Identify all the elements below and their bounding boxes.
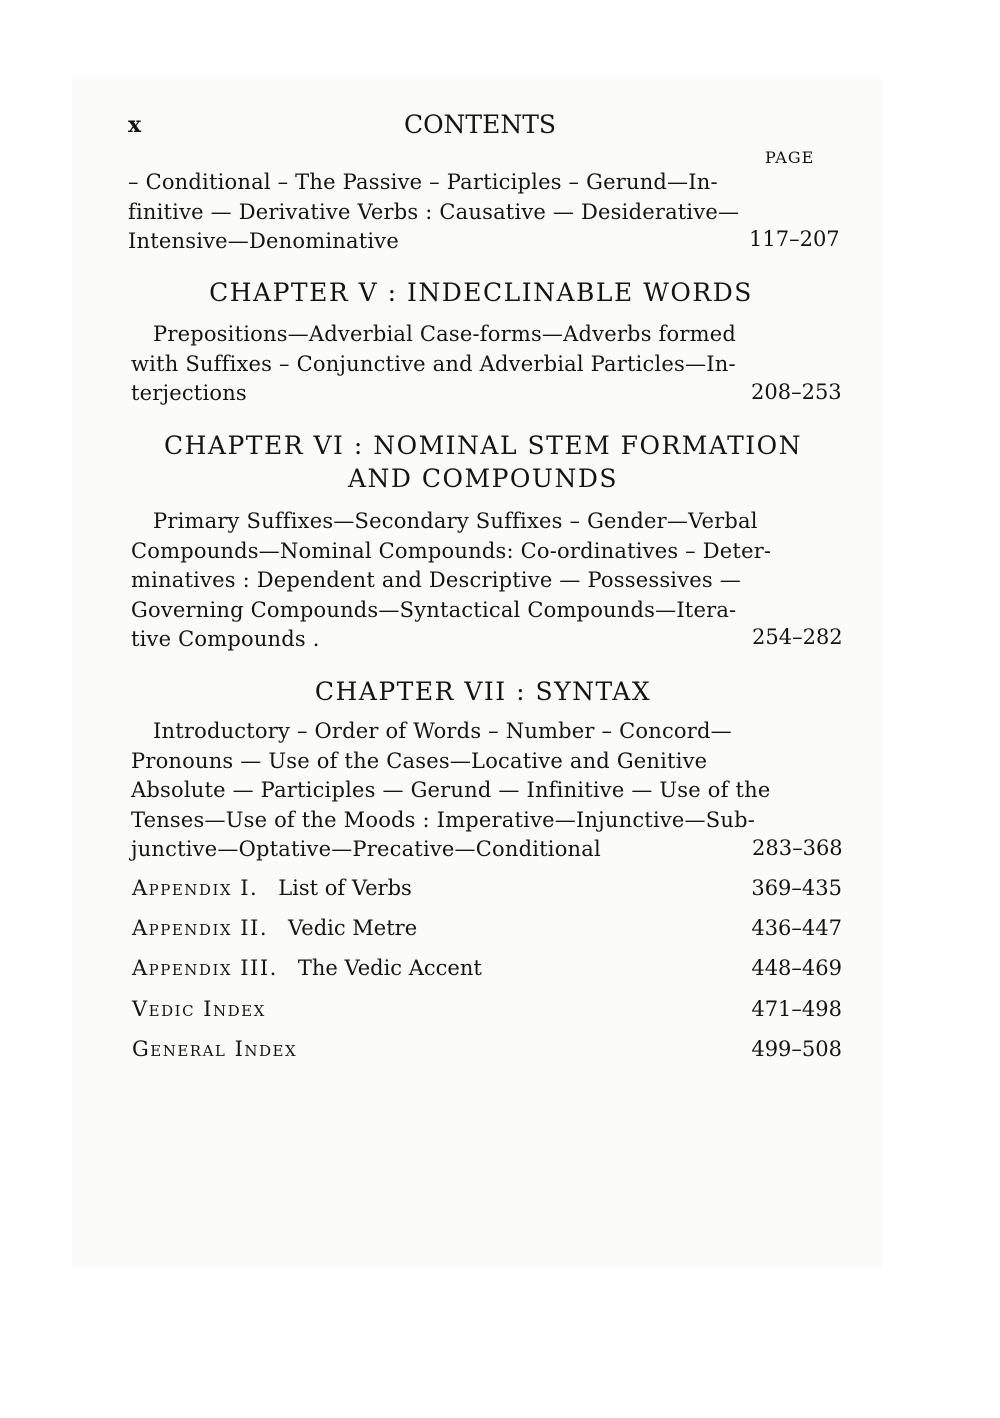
- text-line: finitive — Derivative Verbs : Causative — Desiderative—: [128, 199, 740, 224]
- chapter-heading-continued: AND COMPOUNDS: [347, 464, 619, 493]
- page-range: 448–469: [751, 956, 842, 980]
- chapter-contents: [131, 320, 736, 409]
- appendix-entry: [132, 916, 842, 940]
- appendix-entry: [132, 956, 842, 980]
- text-line: Pronouns — Use of the Cases—Locative and Genitive: [131, 748, 708, 773]
- continuation-text: [128, 168, 739, 257]
- text-line: junctive—Optative—Precative—Conditional: [131, 837, 601, 861]
- appendix-label: Appendix III.: [132, 956, 278, 980]
- chapter-heading: CHAPTER VII : SYNTAX: [314, 677, 652, 706]
- text-line: Governing Compounds—Syntactical Compounds—Itera-: [131, 597, 737, 622]
- page-range: 208–253: [751, 380, 842, 404]
- text-line: Primary Suffixes—Secondary Suffixes – Gender—Verbal: [153, 509, 758, 533]
- appendix-title: The Vedic Accent: [297, 956, 482, 980]
- page-range: 283–368: [752, 836, 843, 860]
- chapter-contents: [131, 717, 770, 865]
- index-entry: [132, 997, 842, 1021]
- index-entry: [132, 1037, 842, 1061]
- appendix-title: Vedic Metre: [288, 916, 418, 940]
- text-line: Compounds—Nominal Compounds: Co-ordinatives – Deter-: [131, 538, 772, 563]
- running-title: CONTENTS: [403, 110, 557, 139]
- appendix-entry: [132, 876, 842, 900]
- folio-number: x: [128, 112, 142, 138]
- page-range: 369–435: [751, 876, 842, 900]
- text-line: Tenses—Use of the Moods : Imperative—Injunctive—Sub-: [131, 807, 756, 832]
- appendix-label: Appendix I.: [132, 876, 259, 900]
- chapter-heading: CHAPTER V : INDECLINABLE WORDS: [209, 278, 753, 307]
- text-line: with Suffixes – Conjunctive and Adverbial Particles—In-: [131, 351, 736, 376]
- page-range: 499–508: [751, 1037, 842, 1061]
- appendix-label: Appendix II.: [132, 916, 268, 940]
- text-line: terjections: [131, 381, 247, 405]
- chapter-contents: [131, 507, 771, 655]
- appendix-title: List of Verbs: [278, 876, 412, 900]
- text-line: tive Compounds .: [131, 627, 320, 651]
- index-label: Vedic Index: [132, 997, 266, 1021]
- page-range: 436–447: [751, 916, 842, 940]
- page-range: 471–498: [751, 997, 842, 1021]
- text-line: Introductory – Order of Words – Number – Concord—: [153, 719, 732, 743]
- text-line: minatives : Dependent and Descriptive — Possessives —: [131, 568, 741, 592]
- text-line: – Conditional – The Passive – Participles – Gerund—In-: [128, 170, 718, 194]
- text-line: Intensive—Denominative: [128, 229, 399, 253]
- page-sheet: [72, 78, 882, 1268]
- text-line: Prepositions—Adverbial Case-forms—Adverbs formed: [153, 322, 736, 346]
- text-line: Absolute — Participles — Gerund — Infinitive — Use of the: [131, 778, 771, 802]
- page-range: 117–207: [749, 227, 840, 251]
- index-label: General Index: [132, 1037, 298, 1061]
- chapter-heading: CHAPTER VI : NOMINAL STEM FORMATION: [163, 431, 803, 460]
- page-range: 254–282: [752, 625, 843, 649]
- page-column-header: PAGE: [765, 148, 815, 167]
